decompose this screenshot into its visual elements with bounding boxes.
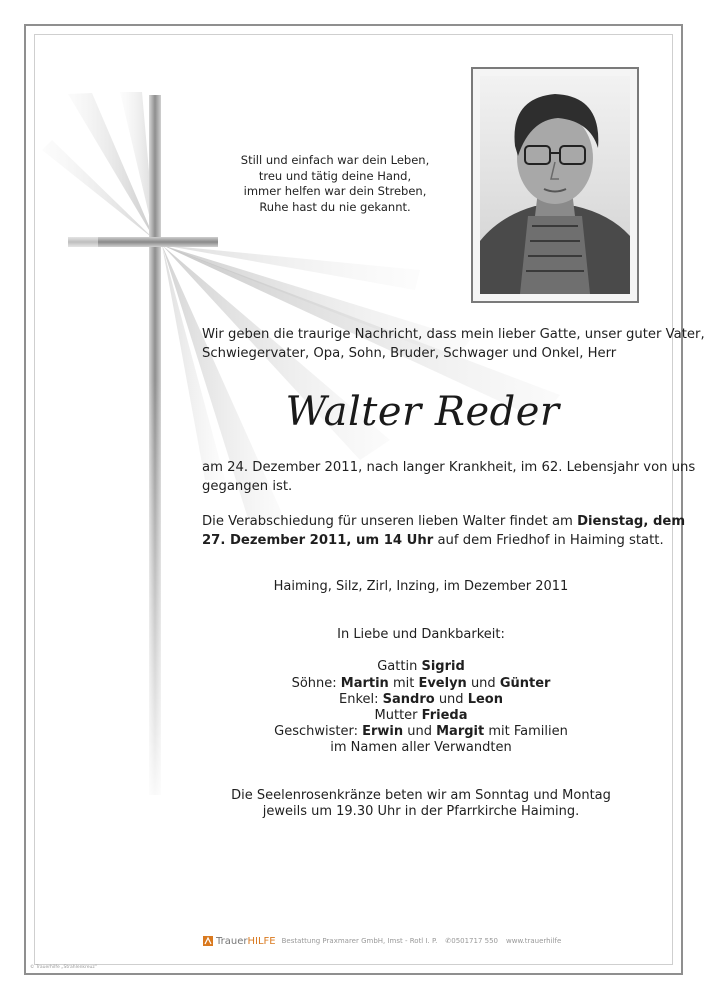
rosary-line-1: Die Seelenrosenkränze beten wir am Sonntag und Montag [231,788,611,803]
trauerhilfe-logo-icon [203,936,213,946]
place-date: Haiming, Silz, Zirl, Inzing, im Dezember 2011 [273,579,569,594]
death-notice-line: am 24. Dezember 2011, nach langer Krankheit, im 62. Lebensjahr von uns [202,460,696,475]
footer [203,934,569,948]
poem-line: Ruhe hast du nie gekannt. [259,199,411,214]
mourner-wife: Gattin Sigrid [377,659,465,674]
intro-text [202,325,705,363]
footer-website[interactable]: www.trauerhilfe [506,937,562,945]
farewell-notice: Die Verabschiedung für unseren lieben Walter findet am Dienstag, dem 27. Dezember 2011, um 14 Uhr auf dem Friedhof in Haiming statt. [202,514,686,548]
mourner-sons: Söhne: Martin mit Evelyn und Günter [291,676,551,691]
mourner-relatives: im Namen aller Verwandten [330,740,512,755]
death-notice-line: gegangen ist. [202,479,293,494]
footer-company: Bestattung Praxmarer GmbH, Imst - Rotl I. P. [281,937,438,945]
poem-line: immer helfen war dein Streben, [243,184,427,198]
copyright: © Trauerhilfe „Strahlenkreuz“ [30,965,98,970]
farewell-day: Dienstag, dem [577,514,686,529]
intro-line: Schwiegervater, Opa, Sohn, Bruder, Schwager und Onkel, Herr [202,346,617,361]
footer-phone: ✆0501717 550 [445,937,498,945]
poem-line: Still und einfach war dein Leben, [240,153,430,167]
poem-line: treu und tätig deine Hand, [258,168,412,183]
phone-icon: ✆ [445,937,452,945]
mourner-siblings: Geschwister: Erwin und Margit mit Familien [274,724,568,739]
rosary-line-2: jeweils um 19.30 Uhr in der Pfarrkirche Haiming. [262,804,580,819]
deceased-name: Walter Reder [285,389,560,435]
death-notice [202,458,696,496]
mourner-mother: Mutter Frieda [374,708,468,723]
farewell-date: 27. Dezember 2011, um 14 Uhr [202,533,434,548]
gratitude-line: In Liebe und Dankbarkeit: [337,627,505,642]
mourner-grandchildren: Enkel: Sandro und Leon [339,692,503,707]
portrait-photo [480,76,630,294]
poem [215,153,455,215]
intro-line: Wir geben die traurige Nachricht, dass mein lieber Gatte, unser guter Vater, [202,327,705,342]
footer-brand: TrauerHILFE [216,935,276,947]
